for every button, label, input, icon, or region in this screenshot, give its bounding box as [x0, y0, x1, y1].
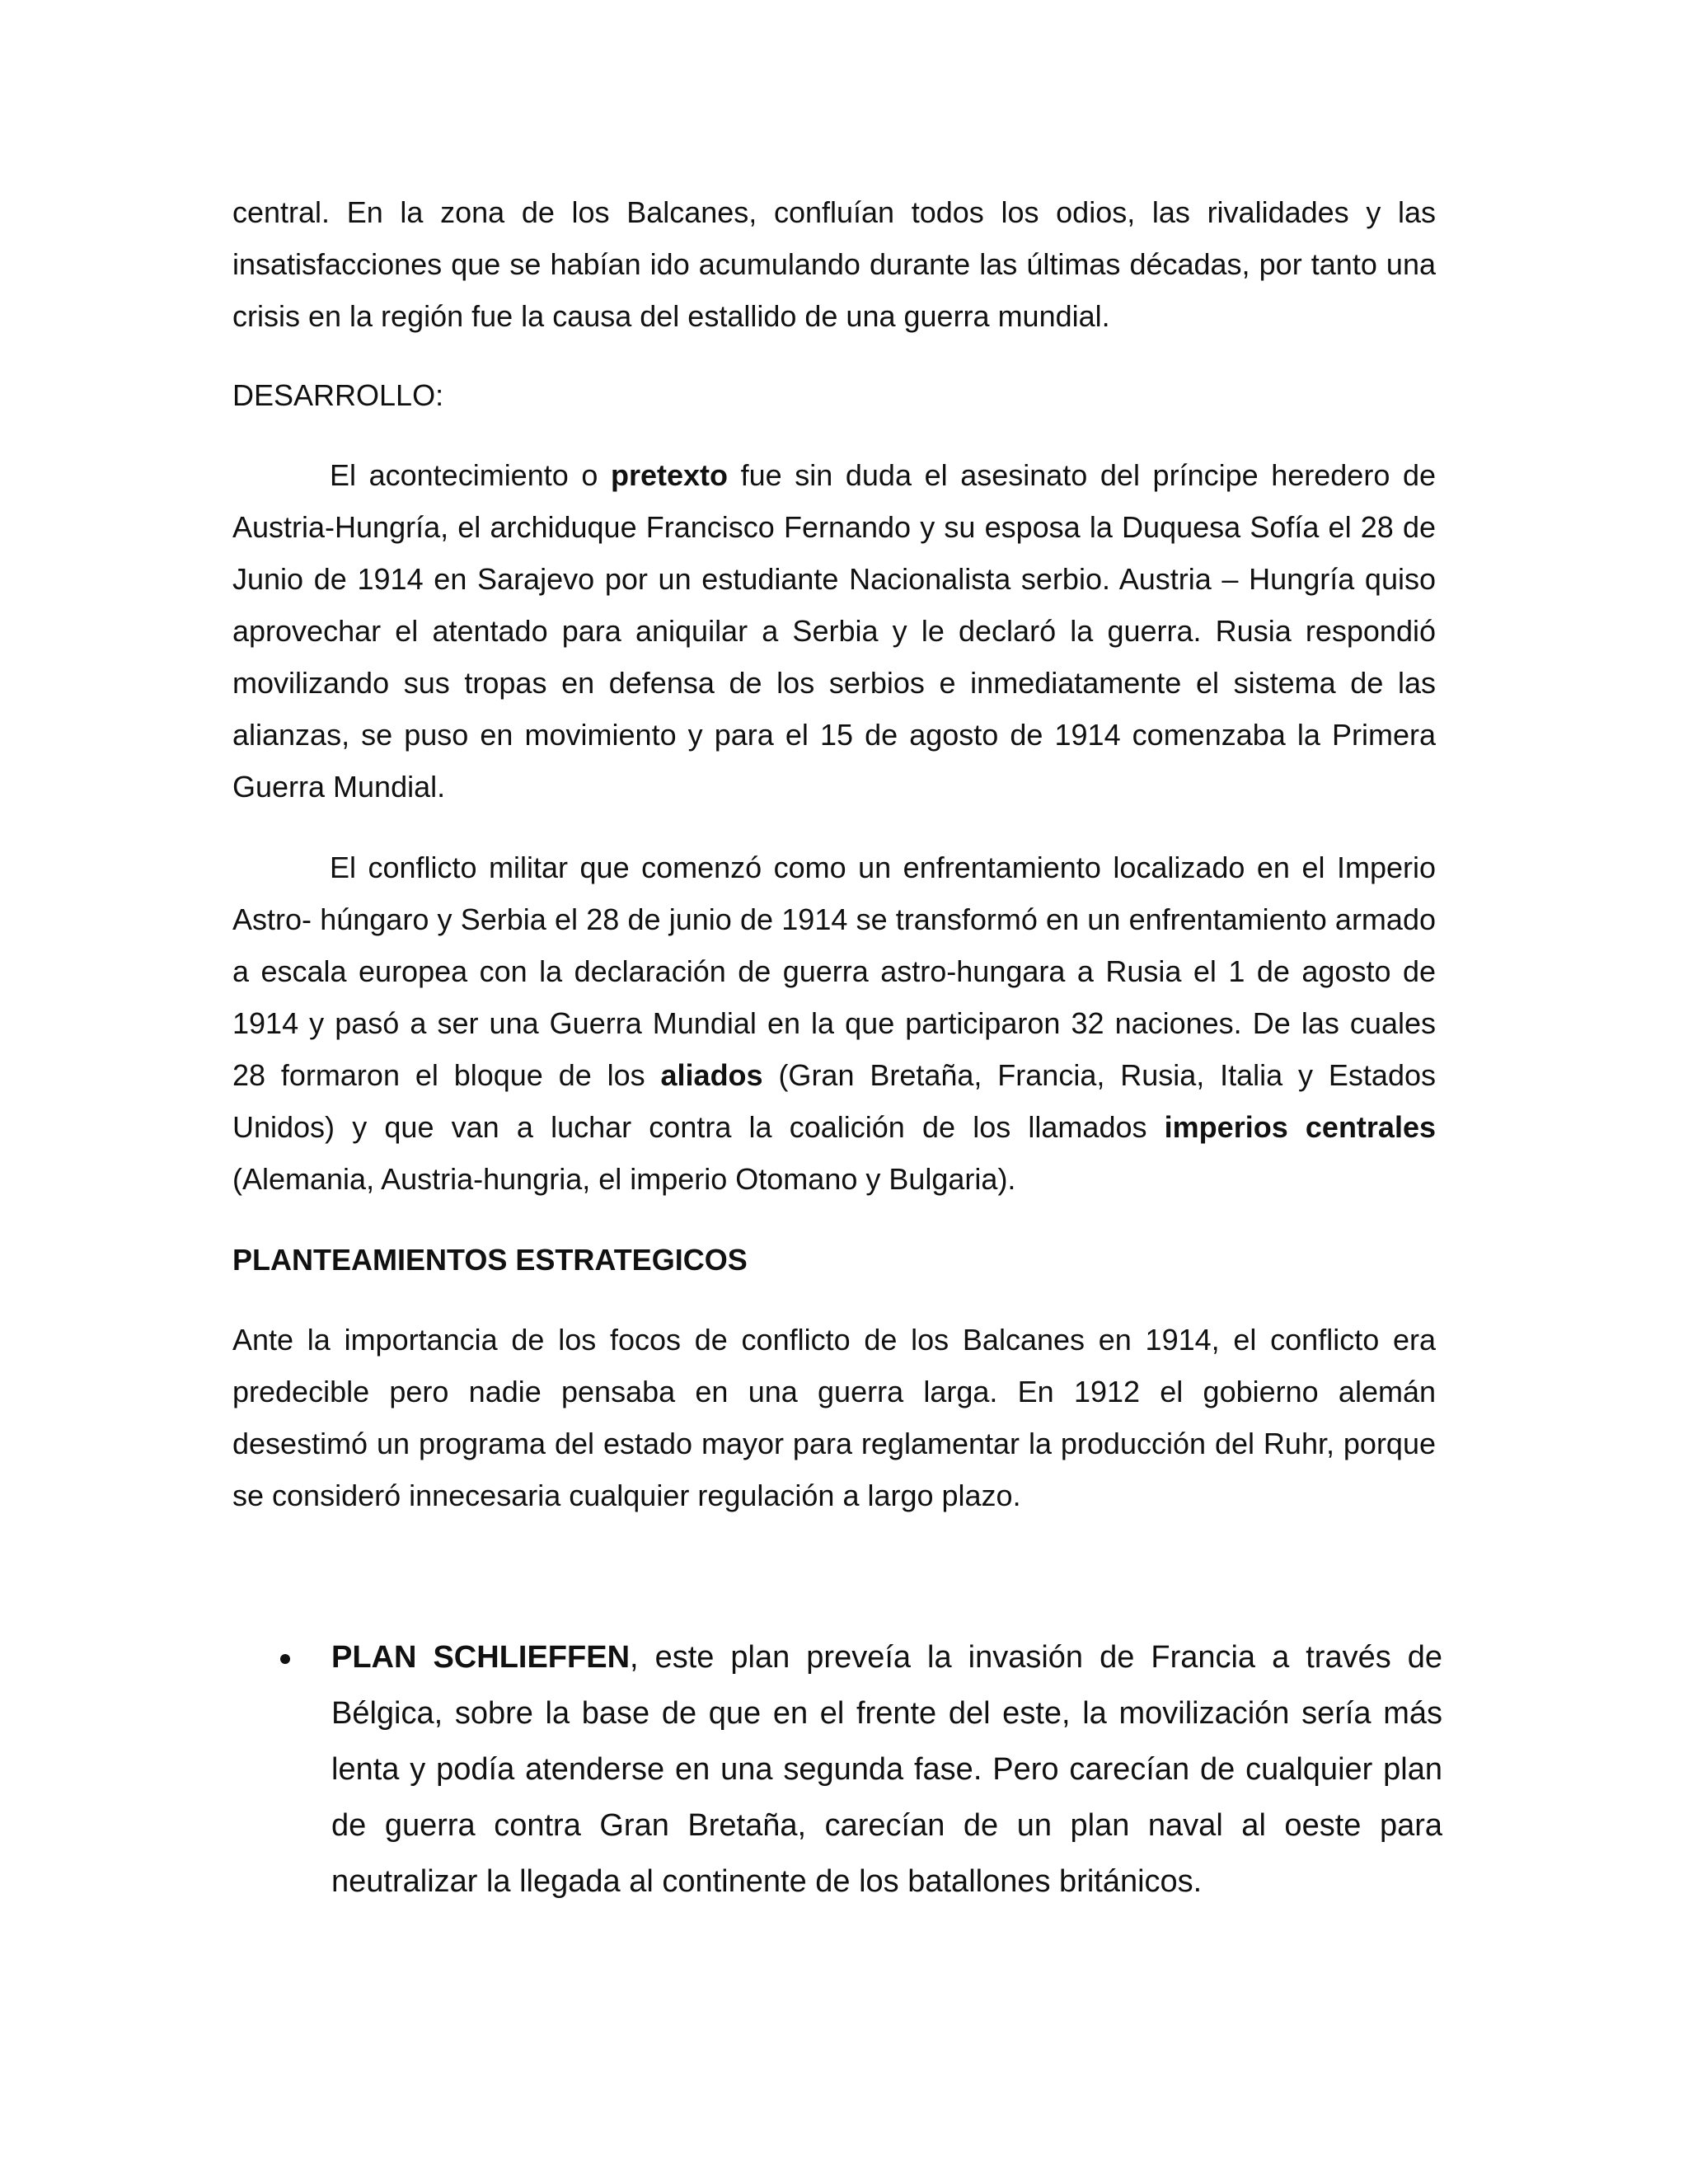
paragraph-planteamientos [232, 1314, 1436, 1521]
heading-desarrollo: DESARROLLO: [232, 378, 444, 412]
paragraph-intro [232, 186, 1436, 342]
paragraph-conflicto [232, 841, 1436, 1205]
paragraph-conflicto-bold-1: aliados [660, 1058, 763, 1092]
paragraph-intro-text: central. En la zona de los Balcanes, confluían todos los odios, las rivalidades y las insatisfacciones que se habían ido acumulando durante las últimas décadas, por tanto una crisis en la región fue la causa del estallido de una guerra mundial. [232, 195, 1436, 333]
bullet-plan-schlieffen-text [331, 1629, 1442, 1910]
paragraph-desarrollo [232, 449, 1436, 813]
bullet-dot-icon [280, 1654, 290, 1664]
paragraph-planteamientos-text: Ante la importancia de los focos de conflicto de los Balcanes en 1914, el conflicto era predecible pero nadie pensaba en una guerra larga. En 1912 el gobierno alemán desestimó un programa del estado mayor para reglamentar la producción del Ruhr, porque se consideró innecesaria cualquier regulación a largo plazo. [232, 1323, 1436, 1512]
paragraph-conflicto-text-3: (Alemania, Austria-hungria, el imperio Otomano y Bulgaria). [232, 1162, 1016, 1196]
bullet-body-text: , este plan preveía la invasión de Francia a través de Bélgica, sobre la base de que en el frente del este, la movilización sería más lenta y podía atenderse en una segunda fase. Pero carecían de cualquier plan de guerra contra Gran Bretaña, carecían de un plan naval al oeste para neutralizar la llegada al continente de los batallones británicos. [331, 1640, 1442, 1899]
bullet-plan-schlieffen [280, 1629, 1442, 1910]
paragraph-conflicto-text-2: (Gran Bretaña, Francia, Rusia, Italia y Estados Unidos) y que van a luchar contra la coalición de los llamados [232, 1058, 1436, 1144]
paragraph-conflicto-text-1: El conflicto militar que comenzó como un enfrentamiento localizado en el Imperio Astro- húngaro y Serbia el 28 de junio de 1914 se transformó en un enfrentamiento armado a escala europea con la declaración de guerra astro-hungara a Rusia el 1 de agosto de 1914 y pasó a ser una Guerra Mundial en la que participaron 32 naciones. De las cuales 28 formaron el bloque de los [232, 851, 1436, 1092]
paragraph-desarrollo-bold-1: pretexto [610, 458, 729, 492]
heading-planteamientos: PLANTEAMIENTOS ESTRATEGICOS [232, 1243, 748, 1277]
paragraph-desarrollo-text-1: El acontecimiento o [330, 458, 611, 492]
paragraph-conflicto-bold-2: imperios centrales [1164, 1110, 1436, 1144]
paragraph-desarrollo-text-2: fue sin duda el asesinato del príncipe heredero de Austria-Hungría, el archiduque Francisco Fernando y su esposa la Duquesa Sofía el 28 de Junio de 1914 en Sarajevo por un estudiante Nacionalista serbio. Austria – Hungría quiso aprovechar el atentado para aniquilar a Serbia y le declaró la guerra. Rusia respondió movilizando sus tropas en defensa de los serbios e inmediatamente el sistema de las alianzas, se puso en movimiento y para el 15 de agosto de 1914 comenzaba la Primera Guerra Mundial. [232, 458, 1436, 804]
bullet-bold-title: PLAN SCHLIEFFEN [331, 1640, 631, 1675]
